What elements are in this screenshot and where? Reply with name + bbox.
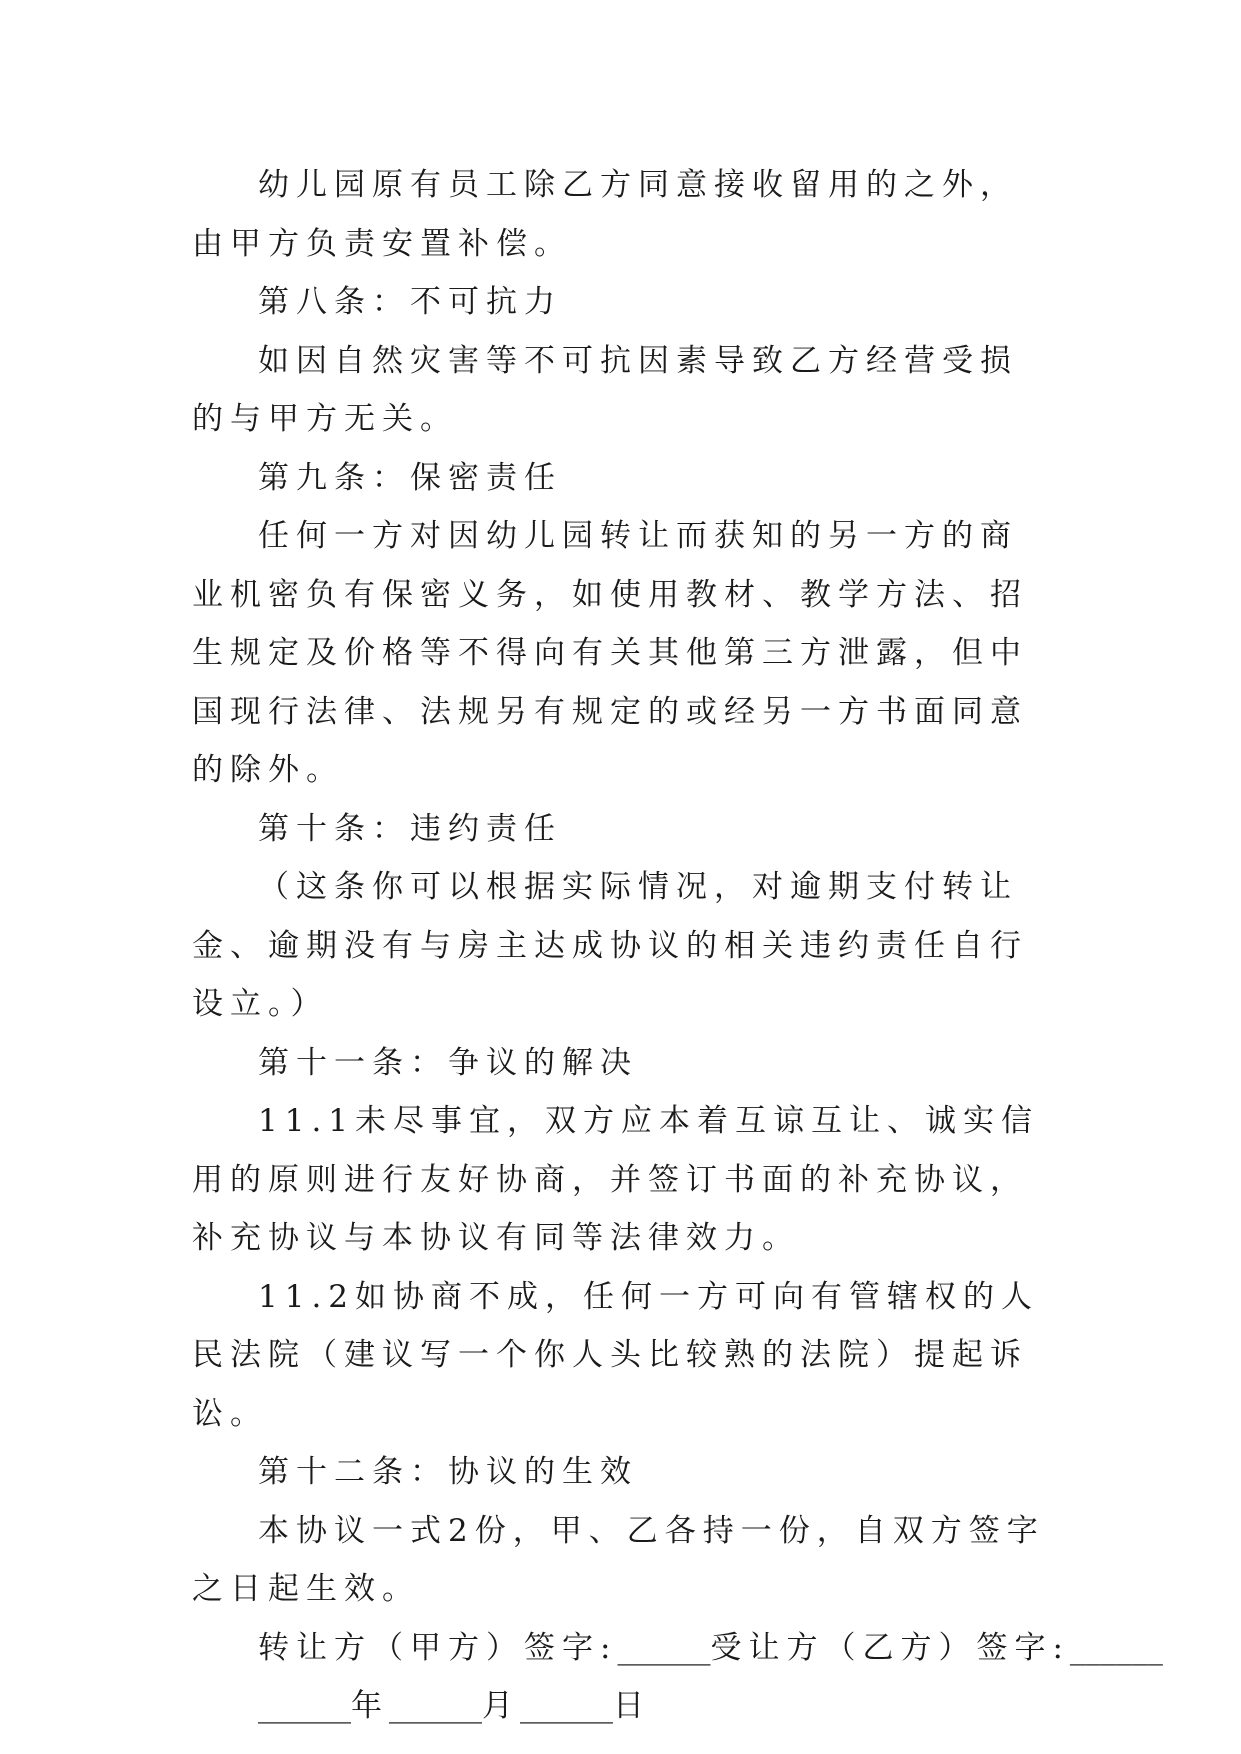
heading-article-12: 第十二条：协议的生效	[258, 1454, 638, 1490]
paragraph-confidentiality: 任何一方对因幼儿园转让而获知的另一方的商业机密负有保密义务，如使用教材、教学方法、招生规定及价格等不得向有关其他第三方泄露，但中国现行法律、法规另有规定的或经另一方书面同意的除外。	[192, 518, 1028, 788]
paragraph-breach-liability: （这条你可以根据实际情况，对逾期支付转让金、逾期没有与房主达成协议的相关违约责任自行设立。）	[192, 869, 1028, 1022]
month-blank: ______	[389, 1688, 482, 1724]
party-b-signature-blank: ______	[1069, 1629, 1163, 1666]
day-label: 日	[613, 1688, 651, 1724]
day-blank: ______	[520, 1688, 613, 1724]
year-blank: ______	[258, 1688, 351, 1724]
party-a-signature-blank: ______	[617, 1629, 711, 1666]
date-line	[192, 1677, 1051, 1736]
paragraph-clause-11-2: 11.2如协商不成，任何一方可向有管辖权的人民法院（建议写一个你人头比较熟的法院）提起诉讼。	[192, 1278, 1040, 1432]
paragraph-force-majeure: 如因自然灾害等不可抗因素导致乙方经营受损的与甲方无关。	[192, 342, 1018, 437]
paragraph-staff-placement: 幼儿园原有员工除乙方同意接收留用的之外，由甲方负责安置补偿。	[192, 167, 1018, 262]
party-b-signature-label: 受让方（乙方）签字:	[710, 1629, 1070, 1666]
party-a-signature-label: 转让方（甲方）签字:	[258, 1629, 618, 1666]
heading-article-10: 第十条：违约责任	[258, 810, 562, 847]
year-label: 年	[351, 1688, 389, 1724]
heading-article-9: 第九条：保密责任	[258, 459, 562, 496]
month-label: 月	[482, 1688, 520, 1724]
paragraph-effectiveness: 本协议一式2份，甲、乙各持一份，自双方签字之日起生效。	[192, 1512, 1045, 1607]
heading-article-8: 第八条：不可抗力	[258, 284, 562, 320]
paragraph-clause-11-1: 11.1未尽事宜，双方应本着互谅互让、诚实信用的原则进行友好协商，并签订书面的补充协议，补充协议与本协议有同等法律效力。	[192, 1103, 1040, 1256]
document-page	[192, 156, 1163, 1736]
signature-line	[192, 1619, 1163, 1678]
heading-article-11: 第十一条：争议的解决	[258, 1044, 638, 1081]
